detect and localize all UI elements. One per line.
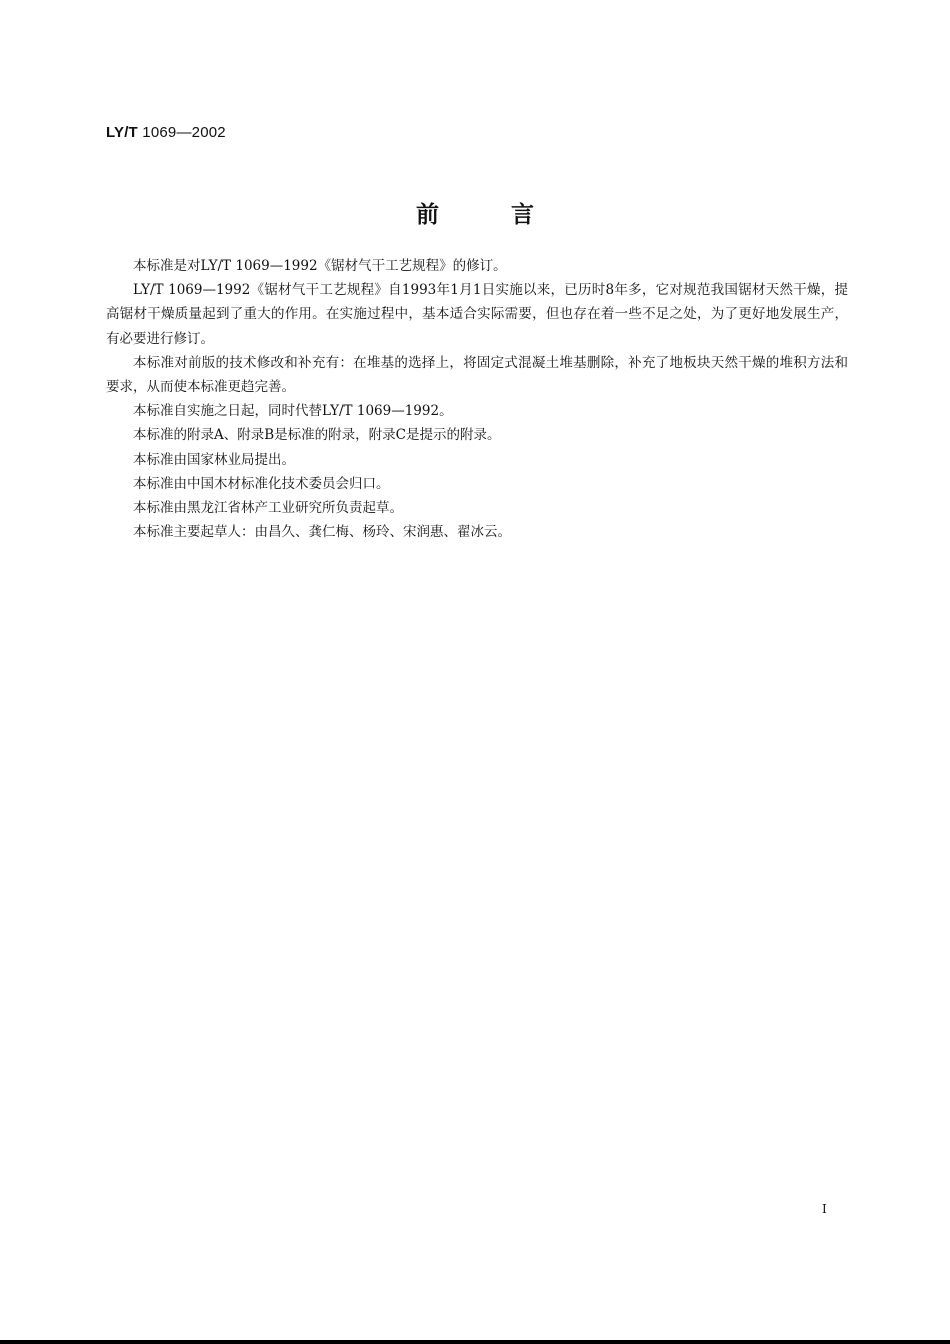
page-title	[0, 196, 950, 229]
page-number: I	[822, 1202, 827, 1216]
paragraph-proposer: 本标准由国家林业局提出。	[133, 451, 295, 468]
standard-code-prefix: LY/T	[106, 124, 138, 141]
page-title-char-2: 言	[511, 202, 534, 228]
bottom-border-line	[0, 1340, 950, 1344]
paragraph-replacement: 本标准自实施之日起，同时代替LY/T 1069—1992。	[133, 403, 453, 420]
page-title-char-1: 前	[416, 202, 439, 228]
paragraph-appendices: 本标准的附录A、附录B是标准的附录，附录C是提示的附录。	[133, 427, 501, 444]
standard-code-number: 1069—2002	[137, 124, 226, 141]
paragraph-drafting-org: 本标准由黑龙江省林产工业研究所负责起草。	[133, 500, 403, 517]
paragraph-revision-note: 本标准是对LY/T 1069—1992《锯材气干工艺规程》的修订。	[133, 258, 507, 274]
foreword-body	[106, 254, 848, 544]
paragraph-committee: 本标准由中国木材标准化技术委员会归口。	[133, 475, 390, 492]
paragraph-changes: 本标准对前版的技术修改和补充有：在堆基的选择上，将固定式混凝土堆基删除，补充了地板块天然干燥的堆积方法和要求，从而使本标准更趋完善。	[106, 354, 848, 396]
standard-code	[106, 124, 226, 141]
paragraph-background: LY/T 1069—1992《锯材气干工艺规程》自1993年1月1日实施以来，已历时8年多，它对规范我国锯材天然干燥，提高锯材干燥质量起到了重大的作用。在实施过程中，基本适合实际需要，但也存在着一些不足之处，为了更好地发展生产，有必要进行修订。	[106, 282, 848, 347]
paragraph-drafters: 本标准主要起草人：由昌久、龚仁梅、杨玲、宋润惠、翟冰云。	[133, 524, 511, 541]
